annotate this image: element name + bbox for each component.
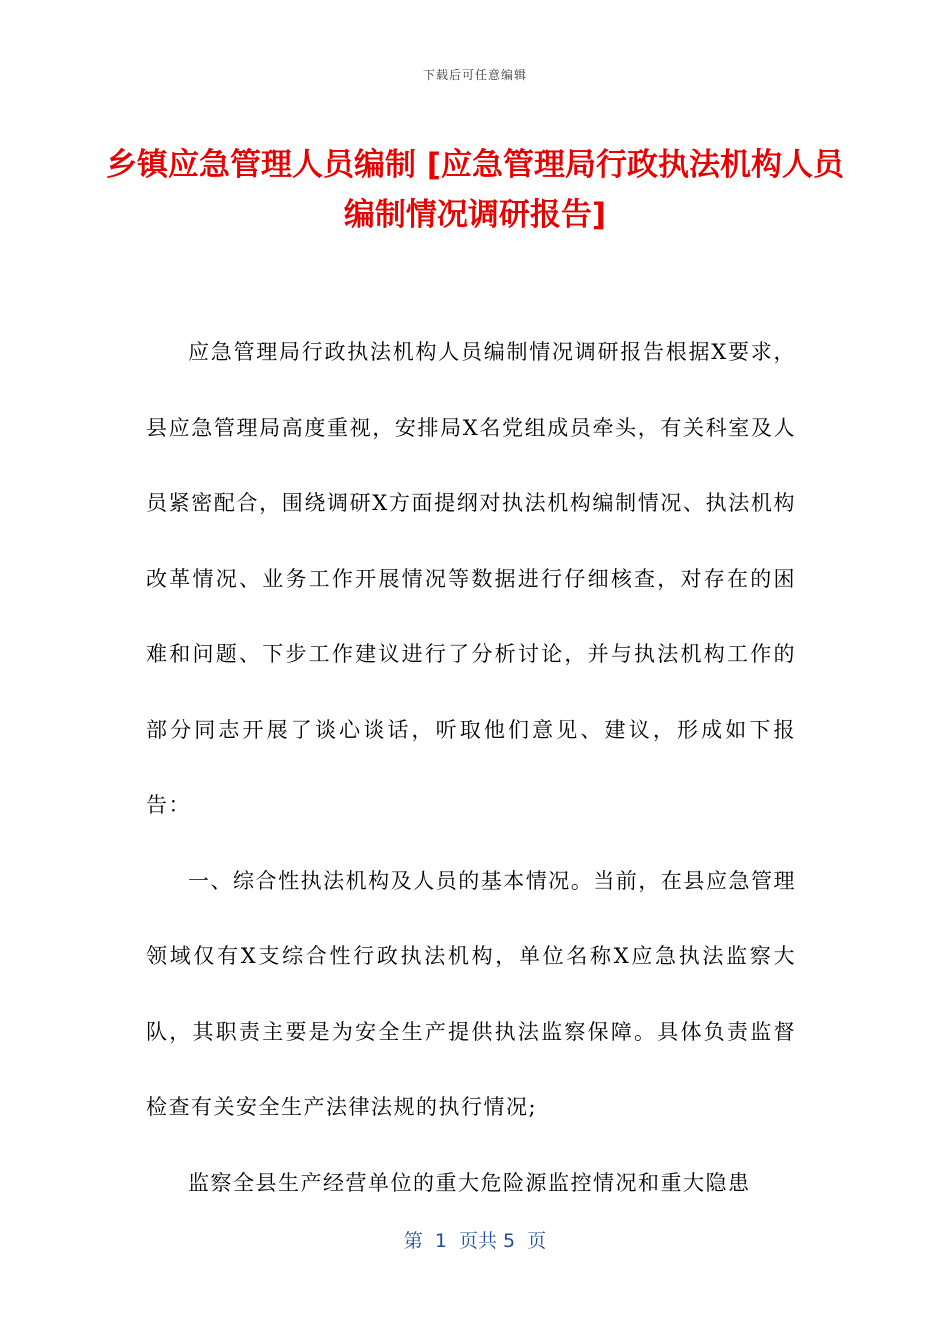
document-title: 乡镇应急管理人员编制 [应急管理局行政执法机构人员编制情况调研报告]: [106, 147, 844, 233]
body-paragraph: 一、综合性执法机构及人员的基本情况。当前，在县应急管理领域仅有X支综合性行政执法机构，单位名称X应急执法监察大队，其职责主要是为安全生产提供执法监察保障。具体负责监督检查有关安全生产法律法规的执行情况;: [146, 868, 796, 1119]
page-number-footer: 第 1 页共 5 页: [403, 1230, 547, 1252]
header-note: 下载后可任意编辑: [422, 68, 527, 82]
body-paragraph: 监察全县生产经营单位的重大危险源监控情况和重大隐患: [188, 1170, 751, 1195]
body-paragraph: 应急管理局行政执法机构人员编制情况调研报告根据X要求，县应急管理局高度重视，安排局X名党组成员牵头，有关科室及人员紧密配合，围绕调研X方面提纲对执法机构编制情况、执法机构改革情况、业务工作开展情况等数据进行仔细核查，对存在的困难和问题、下步工作建议进行了分析讨论，并与执法机构工作的部分同志开展了谈心谈话，听取他们意见、建议，形成如下报告：: [146, 340, 796, 817]
document-body: [146, 315, 796, 1221]
